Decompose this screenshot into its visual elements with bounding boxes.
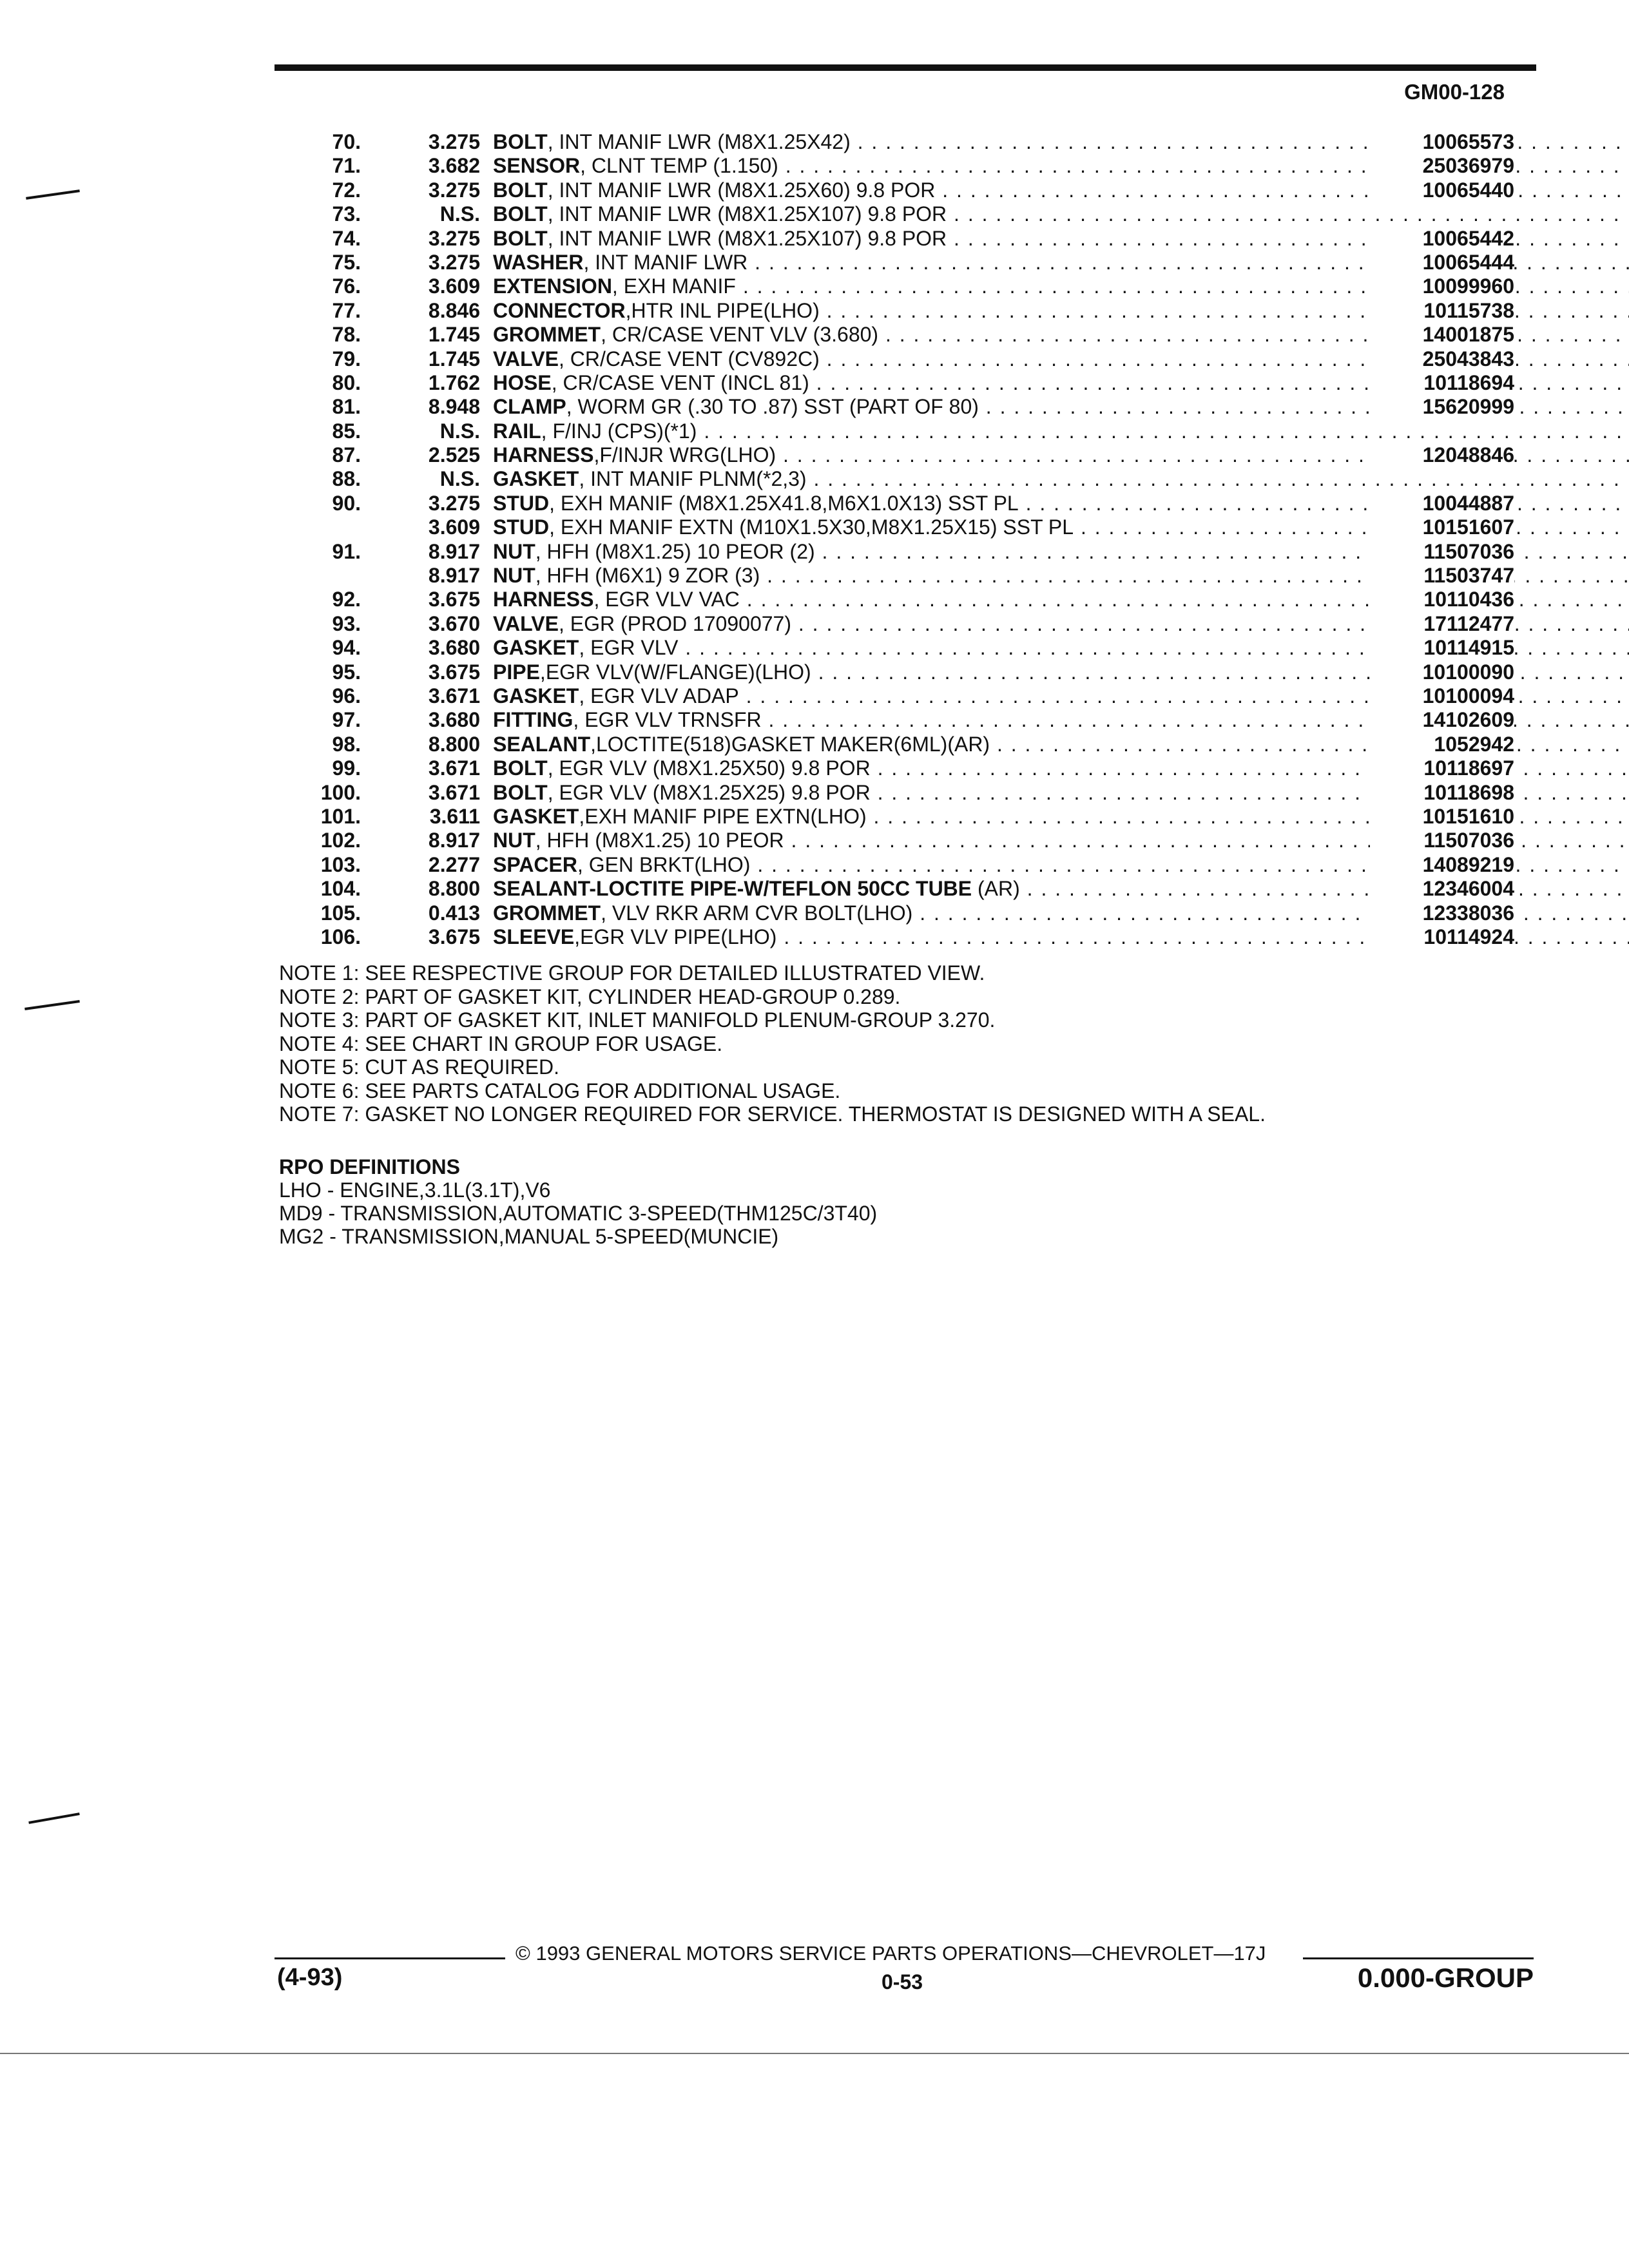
part-name: SPACER	[493, 852, 577, 876]
part-name: GASKET	[493, 636, 579, 660]
group-number: 8.917	[428, 539, 480, 563]
parts-row	[284, 515, 1547, 539]
part-detail: , INT MANIF LWR (M8X1.25X107) 9.8 POR	[547, 226, 947, 250]
ref-number: 73.	[332, 202, 361, 226]
date-code: (4-93)	[277, 1964, 343, 1991]
parts-row	[284, 733, 1547, 756]
part-number: 17112477	[1370, 612, 1514, 636]
ref-number: 91.	[332, 539, 361, 563]
part-name: STUD	[493, 491, 550, 515]
group-number: 8.917	[428, 829, 480, 852]
note-line: NOTE 2: PART OF GASKET KIT, CYLINDER HEAD-GROUP 0.289.	[279, 985, 901, 1008]
group-number: N.S.	[439, 419, 480, 443]
parts-row	[284, 540, 1547, 564]
parts-row	[284, 299, 1547, 323]
part-name: SLEEVE	[493, 925, 575, 948]
part-number: 10151607	[1370, 515, 1514, 539]
parts-row	[284, 395, 1547, 419]
part-number: 1052942	[1370, 733, 1514, 756]
part-name: PIPE	[493, 660, 540, 684]
parts-row	[284, 636, 1547, 660]
part-name: GROMMET	[493, 323, 601, 347]
part-name: VALVE	[493, 611, 559, 635]
part-name: BOLT	[493, 202, 548, 226]
parts-row	[284, 154, 1547, 178]
part-name: HARNESS	[493, 588, 594, 611]
parts-row	[284, 227, 1547, 251]
ref-number: 105.	[320, 901, 361, 925]
part-detail: , EGR VLV	[579, 636, 679, 660]
parts-row	[284, 467, 1547, 491]
binder-mark	[26, 189, 80, 200]
part-detail: , EGR VLV VAC	[593, 588, 740, 611]
group-number: 8.800	[428, 877, 480, 901]
group-number: 3.675	[428, 660, 480, 684]
parts-row	[284, 419, 1547, 443]
ref-number: 97.	[332, 708, 361, 732]
ref-number: 99.	[332, 756, 361, 780]
part-name: BOLT	[493, 780, 548, 804]
rpo-item: MG2 - TRANSMISSION,MANUAL 5-SPEED(MUNCIE)	[279, 1225, 779, 1248]
group-number: 3.680	[428, 708, 480, 732]
part-description	[493, 467, 1629, 491]
binder-mark	[28, 1812, 79, 1824]
part-number: 10065444	[1370, 251, 1514, 274]
part-description	[493, 202, 1629, 226]
part-number: 10100090	[1370, 660, 1514, 684]
part-name: VALVE	[493, 347, 559, 370]
parts-row	[284, 901, 1547, 925]
group-number: 8.948	[428, 395, 480, 419]
document-code: GM00-128	[1404, 80, 1505, 104]
parts-row	[284, 805, 1547, 829]
ref-number: 71.	[332, 154, 361, 178]
part-number: 10151610	[1370, 805, 1514, 829]
binder-mark	[24, 1000, 80, 1010]
ref-number: 102.	[320, 829, 361, 852]
part-number: 14102609	[1370, 708, 1514, 732]
part-number: 10114915	[1370, 636, 1514, 660]
ref-number: 95.	[332, 660, 361, 684]
ref-number: 94.	[332, 636, 361, 660]
part-detail: , CLNT TEMP (1.150)	[580, 154, 778, 178]
group-number: 3.609	[428, 274, 480, 298]
group-number: 3.275	[428, 130, 480, 153]
group-number: 8.800	[428, 732, 480, 756]
group-number: N.S.	[439, 202, 480, 226]
part-number: 10115738	[1370, 299, 1514, 323]
part-detail: , EXH MANIF (M8X1.25X41.8,M6X1.0X13) SST PL	[549, 491, 1019, 515]
ref-number: 87.	[332, 443, 361, 467]
note-line: NOTE 3: PART OF GASKET KIT, INLET MANIFOLD PLENUM-GROUP 3.270.	[279, 1008, 996, 1032]
note-line: NOTE 5: CUT AS REQUIRED.	[279, 1055, 560, 1079]
copyright-line: © 1993 GENERAL MOTORS SERVICE PARTS OPERATIONS—CHEVROLET—17J	[516, 1942, 1266, 1965]
parts-row	[284, 202, 1547, 226]
group-number: 1.745	[428, 323, 480, 347]
group-number: 3.275	[428, 491, 480, 515]
part-name: EXTENSION	[493, 274, 612, 298]
group-number: 2.525	[428, 443, 480, 467]
parts-row	[284, 443, 1547, 467]
ref-number: 74.	[332, 226, 361, 250]
parts-row	[284, 829, 1547, 852]
note-line: NOTE 6: SEE PARTS CATALOG FOR ADDITIONAL USAGE.	[279, 1079, 841, 1102]
part-detail: , EXH MANIF EXTN (M10X1.5X30,M8X1.25X15) SST PL	[549, 515, 1074, 539]
part-number: 10065440	[1370, 178, 1514, 202]
group-number: 3.675	[428, 588, 480, 611]
group-number: 3.671	[428, 780, 480, 804]
parts-row	[284, 708, 1547, 732]
rpo-item: MD9 - TRANSMISSION,AUTOMATIC 3-SPEED(THM125C/3T40)	[279, 1202, 878, 1225]
group-number: 8.917	[428, 564, 480, 588]
ref-number: 72.	[332, 178, 361, 202]
part-name: GROMMET	[493, 901, 601, 925]
part-number: 10100094	[1370, 684, 1514, 708]
ref-number: 100.	[320, 780, 361, 804]
group-number: 3.275	[428, 250, 480, 274]
part-name: RAIL	[493, 419, 541, 443]
part-number: 12048846	[1370, 443, 1514, 467]
group-number: 3.275	[428, 226, 480, 250]
scan-edge-line	[0, 2053, 1629, 2054]
part-number: 11503747	[1370, 564, 1514, 588]
part-detail: , EGR VLV ADAP	[579, 684, 739, 707]
part-detail: , WORM GR (.30 TO .87) SST (PART OF 80)	[566, 395, 979, 419]
parts-row	[284, 612, 1547, 636]
part-number: 12338036	[1370, 901, 1514, 925]
parts-row	[284, 853, 1547, 877]
part-number: 11507036	[1370, 829, 1514, 852]
parts-row	[284, 925, 1547, 949]
group-number: N.S.	[439, 467, 480, 491]
part-number: 10118698	[1370, 781, 1514, 805]
part-detail: ,F/INJR WRG(LHO)	[593, 443, 776, 467]
part-name: SENSOR	[493, 154, 581, 178]
ref-number: 101.	[320, 804, 361, 828]
part-number: 10114924	[1370, 925, 1514, 949]
part-detail: , CR/CASE VENT VLV (3.680)	[601, 323, 879, 347]
parts-row	[284, 323, 1547, 347]
part-detail: , HFH (M8X1.25) 10 PEOR (2)	[535, 539, 815, 563]
part-detail: , VLV RKR ARM CVR BOLT(LHO)	[601, 901, 913, 925]
ref-number: 85.	[332, 419, 361, 443]
part-detail: , INT MANIF LWR (M8X1.25X107) 9.8 POR	[547, 202, 947, 226]
ref-number: 78.	[332, 323, 361, 347]
part-number: 10044887	[1370, 492, 1514, 515]
note-line: NOTE 4: SEE CHART IN GROUP FOR USAGE.	[279, 1032, 723, 1055]
part-name: SEALANT-LOCTITE PIPE-W/TEFLON 50CC TUBE	[493, 877, 972, 901]
parts-row	[284, 178, 1547, 202]
group-number: 0.413	[428, 901, 480, 925]
part-detail: ,EGR VLV PIPE(LHO)	[574, 925, 777, 948]
parts-row	[284, 781, 1547, 805]
footer-rule-left	[275, 1957, 505, 1959]
group-number: 3.609	[428, 515, 480, 539]
part-detail: , INT MANIF PLNM(*2,3)	[579, 467, 807, 491]
ref-number: 81.	[332, 395, 361, 419]
rpo-definitions	[279, 1155, 877, 1248]
part-detail: , HFH (M6X1) 9 ZOR (3)	[535, 564, 760, 588]
part-name: NUT	[493, 829, 535, 852]
part-detail: , EGR VLV (M8X1.25X50) 9.8 POR	[547, 756, 871, 780]
part-detail: , GEN BRKT(LHO)	[577, 852, 751, 876]
ref-number: 96.	[332, 684, 361, 707]
group-number: 3.682	[428, 154, 480, 178]
footer-rule-right	[1303, 1957, 1534, 1959]
part-detail: , CR/CASE VENT (INCL 81)	[551, 370, 809, 394]
part-name: GASKET	[493, 684, 579, 707]
ref-number: 79.	[332, 347, 361, 370]
parts-row	[284, 347, 1547, 371]
parts-row	[284, 564, 1547, 588]
rpo-item: LHO - ENGINE,3.1L(3.1T),V6	[279, 1178, 551, 1202]
ref-number: 80.	[332, 370, 361, 394]
top-rule	[275, 64, 1536, 71]
part-number: 10065442	[1370, 227, 1514, 251]
ref-number: 93.	[332, 611, 361, 635]
page-number: 0-53	[882, 1970, 923, 1994]
group-number: 3.680	[428, 636, 480, 660]
parts-row	[284, 371, 1547, 395]
ref-number: 76.	[332, 274, 361, 298]
part-name: SEALANT	[493, 732, 591, 756]
part-name: BOLT	[493, 178, 548, 202]
ref-number: 103.	[320, 852, 361, 876]
part-name: CLAMP	[493, 395, 566, 419]
part-name: WASHER	[493, 250, 584, 274]
part-name: FITTING	[493, 708, 574, 732]
part-number: 14001875	[1370, 323, 1514, 347]
part-name: HARNESS	[493, 443, 594, 467]
part-number: 25036979	[1370, 154, 1514, 178]
part-name: CONNECTOR	[493, 298, 626, 322]
part-number: 25043843	[1370, 347, 1514, 371]
group-code: 0.000-GROUP	[1357, 1963, 1534, 1993]
part-name: NUT	[493, 539, 535, 563]
part-detail: , EGR VLV (M8X1.25X25) 9.8 POR	[547, 780, 871, 804]
ref-number: 88.	[332, 467, 361, 491]
part-name: GASKET	[493, 467, 579, 491]
group-number: 8.846	[428, 298, 480, 322]
group-number: 3.670	[428, 611, 480, 635]
group-number: 3.671	[428, 684, 480, 707]
group-number: 1.762	[428, 370, 480, 394]
part-number: 10099960	[1370, 274, 1514, 298]
parts-row	[284, 251, 1547, 274]
parts-row	[284, 877, 1547, 901]
ref-number: 75.	[332, 250, 361, 274]
ref-number: 98.	[332, 732, 361, 756]
group-number: 3.671	[428, 756, 480, 780]
group-number: 3.275	[428, 178, 480, 202]
group-number: 3.611	[429, 804, 480, 828]
note-line: NOTE 1: SEE RESPECTIVE GROUP FOR DETAILED ILLUSTRATED VIEW.	[279, 961, 985, 985]
ref-number: 106.	[320, 925, 361, 948]
part-detail: ,LOCTITE(518)GASKET MAKER(6ML)(AR)	[590, 732, 990, 756]
part-detail: ,EXH MANIF PIPE EXTN(LHO)	[579, 804, 867, 828]
ref-number: 104.	[320, 877, 361, 901]
part-detail: , INT MANIF LWR (M8X1.25X42)	[547, 130, 851, 153]
part-detail: , F/INJ (CPS)(*1)	[541, 419, 697, 443]
part-detail: , EXH MANIF	[612, 274, 736, 298]
part-name: BOLT	[493, 226, 548, 250]
part-name: NUT	[493, 564, 535, 588]
parts-row	[284, 756, 1547, 780]
part-name: BOLT	[493, 130, 548, 153]
ref-number: 92.	[332, 588, 361, 611]
parts-row	[284, 588, 1547, 611]
group-number: 1.745	[428, 347, 480, 370]
ref-number: 77.	[332, 298, 361, 322]
parts-row	[284, 274, 1547, 298]
part-number: 14089219	[1370, 853, 1514, 877]
part-number: 10118697	[1370, 756, 1514, 780]
part-name: BOLT	[493, 756, 548, 780]
part-detail: , EGR VLV TRNSFR	[573, 708, 762, 732]
part-name: STUD	[493, 515, 550, 539]
parts-row	[284, 684, 1547, 708]
parts-row	[284, 660, 1547, 684]
part-detail: , INT MANIF LWR	[583, 250, 748, 274]
part-detail: ,HTR INL PIPE(LHO)	[625, 298, 820, 322]
rpo-title: RPO DEFINITIONS	[279, 1155, 460, 1178]
rpo-list	[279, 1178, 877, 1248]
part-name: GASKET	[493, 804, 579, 828]
notes-section	[279, 961, 1266, 1126]
parts-row	[284, 130, 1547, 154]
parts-row	[284, 492, 1547, 515]
part-number: 15620999	[1370, 395, 1514, 419]
part-number: 11507036	[1370, 540, 1514, 564]
parts-list	[284, 130, 1547, 949]
part-number: 10065573	[1370, 130, 1514, 154]
part-description	[493, 419, 1629, 443]
part-detail: , EGR (PROD 17090077)	[558, 611, 791, 635]
part-name: HOSE	[493, 370, 552, 394]
group-number: 2.277	[428, 852, 480, 876]
ref-number: 70.	[332, 130, 361, 153]
part-number: 10110436	[1370, 588, 1514, 611]
part-number: 12346004	[1370, 877, 1514, 901]
part-detail: ,EGR VLV(W/FLANGE)(LHO)	[539, 660, 811, 684]
part-detail: , HFH (M8X1.25) 10 PEOR	[535, 829, 784, 852]
ref-number: 90.	[332, 491, 361, 515]
group-number: 3.675	[428, 925, 480, 948]
part-number: 10118694	[1370, 371, 1514, 395]
part-detail: , INT MANIF LWR (M8X1.25X60) 9.8 POR	[547, 178, 936, 202]
part-detail: (AR)	[972, 877, 1020, 901]
note-line: NOTE 7: GASKET NO LONGER REQUIRED FOR SERVICE. THERMOSTAT IS DESIGNED WITH A SEAL.	[279, 1102, 1266, 1126]
part-detail: , CR/CASE VENT (CV892C)	[558, 347, 820, 370]
